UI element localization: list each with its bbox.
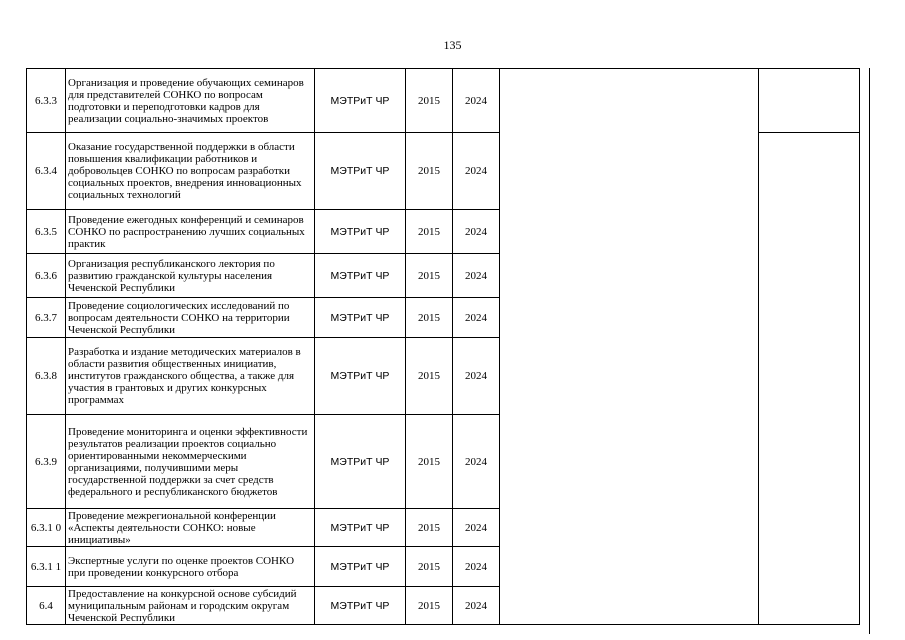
row-number: 6.3.9	[27, 415, 66, 509]
executor: МЭТРиТ ЧР	[315, 133, 406, 210]
row-number: 6.3.6	[27, 254, 66, 298]
start-year: 2015	[406, 587, 453, 625]
end-year: 2024	[453, 133, 500, 210]
start-year: 2015	[406, 338, 453, 415]
row-number: 6.3.4	[27, 133, 66, 210]
last-column-cell	[759, 133, 860, 625]
table-right-border	[869, 68, 870, 634]
page-number: 135	[443, 38, 462, 52]
activity-name: Проведение мониторинга и оценки эффективности результатов реализации проектов социально ориентированными некоммерческими организациями, получившими меры государственной поддержки за счет средств федерального и республиканского бюджетов	[66, 415, 315, 509]
start-year: 2015	[406, 547, 453, 587]
row-number: 6.3.7	[27, 298, 66, 338]
row-number: 6.3.5	[27, 210, 66, 254]
executor: МЭТРиТ ЧР	[315, 587, 406, 625]
activity-name: Проведение межрегиональной конференции «Аспекты деятельности СОНКО: новые инициативы»	[66, 509, 315, 547]
activity-name: Разработка и издание методических материалов в области развития общественных инициатив, институтов гражданского общества, а также для участия в грантовых и других конкурсных программах	[66, 338, 315, 415]
row-number: 6.3.3	[27, 69, 66, 133]
table-row	[27, 69, 860, 133]
executor: МЭТРиТ ЧР	[315, 338, 406, 415]
last-column-cell	[759, 69, 860, 133]
row-number: 6.3.8	[27, 338, 66, 415]
start-year: 2015	[406, 509, 453, 547]
row-number: 6.3.1 1	[27, 547, 66, 587]
activity-name: Проведение социологических исследований по вопросам деятельности СОНКО на территории Чеченской Республики	[66, 298, 315, 338]
executor: МЭТРиТ ЧР	[315, 210, 406, 254]
executor: МЭТРиТ ЧР	[315, 69, 406, 133]
activity-name: Организация республиканского лектория по развитию гражданской культуры населения Чеченской Республики	[66, 254, 315, 298]
end-year: 2024	[453, 415, 500, 509]
executor: МЭТРиТ ЧР	[315, 415, 406, 509]
executor: МЭТРиТ ЧР	[315, 547, 406, 587]
end-year: 2024	[453, 254, 500, 298]
end-year: 2024	[453, 587, 500, 625]
end-year: 2024	[453, 547, 500, 587]
end-year: 2024	[453, 509, 500, 547]
activity-name: Организация и проведение обучающих семинаров для представителей СОНКО по вопросам подготовки и переподготовки кадров для реализации социально-значимых проектов	[66, 69, 315, 133]
end-year: 2024	[453, 338, 500, 415]
program-activities-table	[26, 68, 860, 625]
activity-name: Экспертные услуги по оценке проектов СОНКО при проведении конкурсного отбора	[66, 547, 315, 587]
row-number: 6.4	[27, 587, 66, 625]
executor: МЭТРиТ ЧР	[315, 509, 406, 547]
empty-column	[500, 69, 759, 625]
executor: МЭТРиТ ЧР	[315, 254, 406, 298]
start-year: 2015	[406, 69, 453, 133]
start-year: 2015	[406, 254, 453, 298]
start-year: 2015	[406, 133, 453, 210]
row-number: 6.3.1 0	[27, 509, 66, 547]
activity-name: Оказание государственной поддержки в области повышения квалификации работников и добровольцев СОНКО по вопросам разработки социальных проектов, внедрения инновационных социальных технологий	[66, 133, 315, 210]
end-year: 2024	[453, 298, 500, 338]
start-year: 2015	[406, 415, 453, 509]
activity-name: Предоставление на конкурсной основе субсидий муниципальным районам и городским округам Чеченской Республики	[66, 587, 315, 625]
end-year: 2024	[453, 69, 500, 133]
start-year: 2015	[406, 298, 453, 338]
activity-name: Проведение ежегодных конференций и семинаров СОНКО по распространению лучших социальных практик	[66, 210, 315, 254]
end-year: 2024	[453, 210, 500, 254]
executor: МЭТРиТ ЧР	[315, 298, 406, 338]
start-year: 2015	[406, 210, 453, 254]
